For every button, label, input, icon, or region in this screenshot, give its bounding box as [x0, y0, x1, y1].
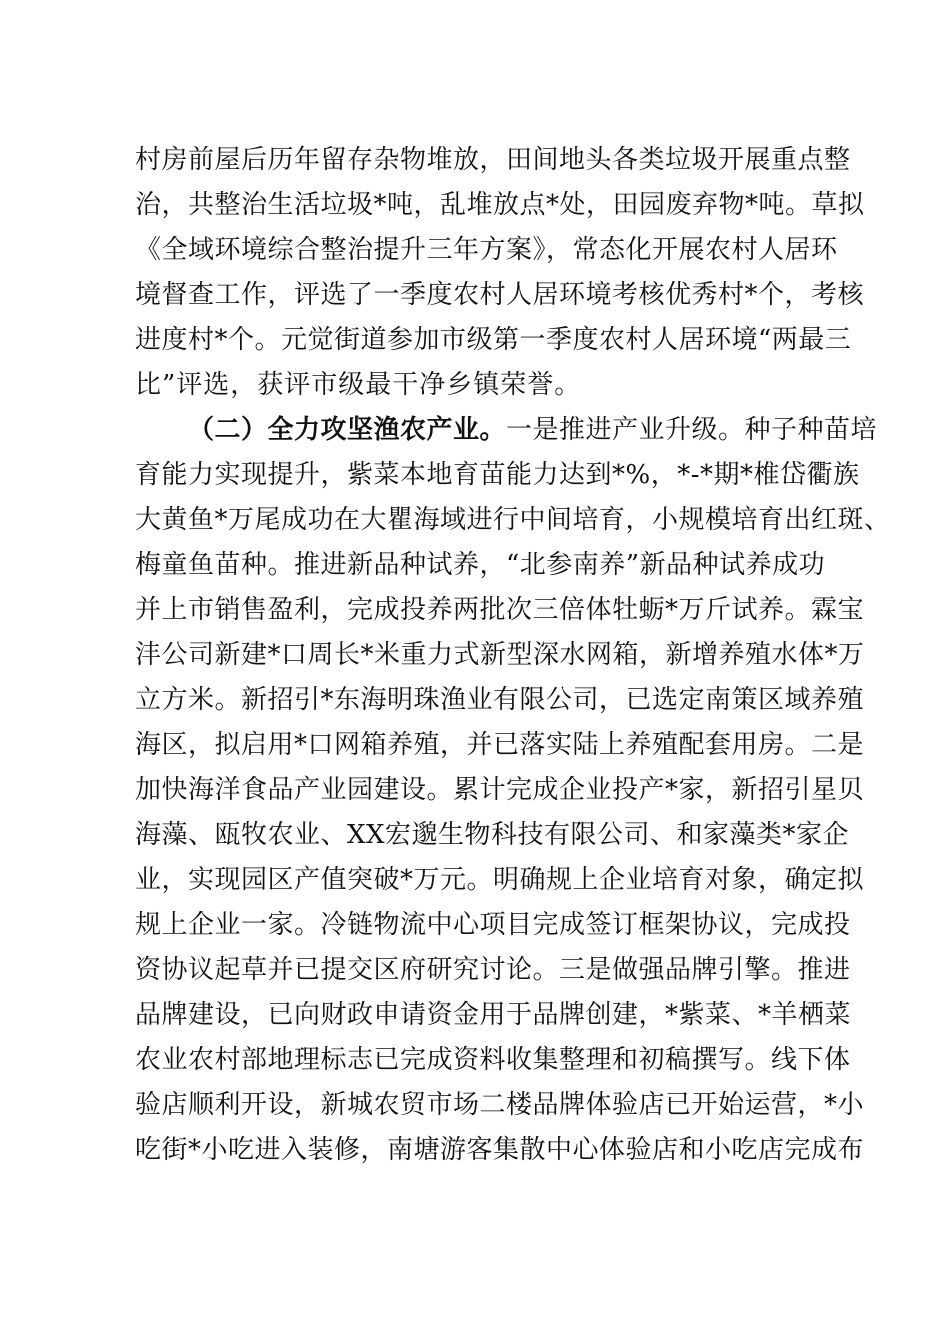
paragraph-line: 《全域环境综合整治提升三年方案》，常态化开展农村人居环	[135, 235, 838, 265]
paragraph-line: 吃街*小吃进入装修，南塘游客集散中心体验店和小吃店完成布	[135, 1135, 865, 1165]
paragraph-line: 农业农村部地理标志已完成资料收集整理和初稿撰写。线下体	[135, 1045, 851, 1075]
paragraph-line: 立方米。新招引*东海明珠渔业有限公司，已选定南策区域养殖	[135, 685, 865, 715]
paragraph-line: 大黄鱼*万尾成功在大瞿海域进行中间培育，小规模培育出红斑、	[135, 505, 891, 535]
paragraph-line: 进度村*个。元觉街道参加市级第一季度农村人居环境“两最三	[135, 325, 852, 355]
paragraph-line: 资协议起草并已提交区府研究讨论。三是做强品牌引擎。推进	[135, 955, 851, 985]
paragraph-line: 规上企业一家。冷链物流中心项目完成签订框架协议，完成投	[135, 910, 851, 940]
section-heading: （二）全力攻坚渔农产业。	[188, 415, 507, 445]
paragraph-line: 育能力实现提升，紫菜本地育苗能力达到*%，*-*期*椎岱衢族	[135, 460, 860, 490]
paragraph-line: 并上市销售盈利，完成投养两批次三倍体牡蛎*万斤试养。霖宝	[135, 595, 865, 625]
paragraph-line: 境督查工作，评选了一季度农村人居环境考核优秀村*个，考核	[135, 280, 865, 310]
paragraph-line: 沣公司新建*口周长*米重力式新型深水网箱，新增养殖水体*万	[135, 640, 865, 670]
paragraph-line: 品牌建设，已向财政申请资金用于品牌创建，*紫菜、*羊栖菜	[135, 1000, 852, 1030]
paragraph-line: 梅童鱼苗种。推进新品种试养，“北参南养”新品种试养成功	[135, 550, 826, 580]
paragraph-line: 比”评选，获评市级最干净乡镇荣誉。	[135, 370, 582, 400]
paragraph-line: 业，实现园区产值突破*万元。明确规上企业培育对象，确定拟	[135, 865, 865, 895]
paragraph-line: 海藻、瓯牧农业、XX宏邈生物科技有限公司、和家藻类*家企	[135, 820, 850, 850]
section-heading-line	[188, 410, 878, 450]
paragraph-line: 村房前屋后历年留存杂物堆放，田间地头各类垃圾开展重点整	[135, 145, 851, 175]
paragraph-line: 加快海洋食品产业园建设。累计完成企业投产*家，新招引星贝	[135, 775, 865, 805]
paragraph-line: 验店顺利开设，新城农贸市场二楼品牌体验店已开始运营，*小	[135, 1090, 865, 1120]
paragraph-line: 治，共整治生活垃圾*吨，乱堆放点*处，田园废弃物*吨。草拟	[135, 190, 865, 220]
section-heading-rest: 一是推进产业升级。种子种苗培	[506, 415, 878, 445]
paragraph-line: 海区，拟启用*口网箱养殖，并已落实陆上养殖配套用房。二是	[135, 730, 865, 760]
